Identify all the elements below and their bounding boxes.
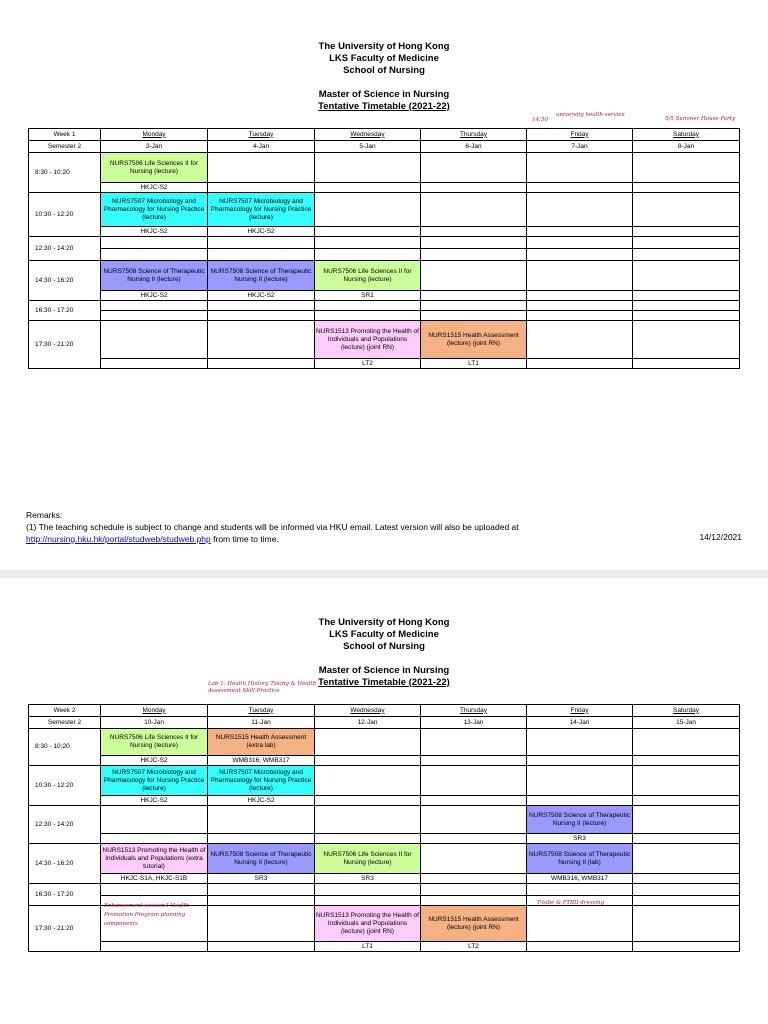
- time-slot: 14:30 - 16:20: [29, 261, 101, 301]
- class-block: NURS7507 Microbiology and Pharmacology for Nursing Practice (lecture): [101, 193, 208, 227]
- date-header: 14-Jan: [527, 717, 633, 729]
- handwritten-note: 14:30: [532, 117, 548, 123]
- class-block: NURS1515 Health Assessment (extra lab): [208, 729, 315, 756]
- venue: SR3: [208, 874, 315, 884]
- date-header: 6-Jan: [421, 141, 527, 153]
- day-header: Wednesday: [315, 129, 421, 141]
- venue: WMB316, WMB317: [527, 874, 633, 884]
- class-block: NURS7508 Science of Therapeutic Nursing II (lecture): [208, 844, 315, 874]
- date-header: 13-Jan: [421, 717, 527, 729]
- semester-label: Semester 2: [29, 717, 101, 729]
- venue: SR3: [527, 834, 633, 844]
- class-block: NURS7508 Science of Therapeutic Nursing II (lecture): [101, 261, 208, 291]
- time-slot: 14:30 - 16:20: [29, 844, 101, 884]
- time-slot: 12:30 - 14:20: [29, 237, 101, 261]
- class-block: NURS1513 Promoting the Health of Individuals and Populations (lecture) (joint RN): [315, 906, 421, 942]
- class-block: NURS1513 Promoting the Health of Individuals and Populations (lecture) (joint RN): [315, 321, 421, 359]
- date-header: 15-Jan: [633, 717, 740, 729]
- school-name: School of Nursing: [343, 65, 425, 76]
- day-header: Tuesday: [208, 705, 315, 717]
- day-header: Saturday: [633, 129, 740, 141]
- venue: LT1: [421, 359, 527, 369]
- venue: HKJC-S2: [101, 756, 208, 766]
- document-date: 14/12/2021: [699, 532, 742, 542]
- class-block: NURS7506 Life Sciences II for Nursing (lecture): [101, 153, 208, 183]
- time-slot: 12:30 - 14:20: [29, 806, 101, 844]
- venue: HKJC-S2: [101, 291, 208, 301]
- venue: HKJC-S2: [101, 183, 208, 193]
- faculty-name: LKS Faculty of Medicine: [329, 53, 439, 64]
- remarks-title: Remarks:: [26, 510, 63, 520]
- time-slot: 17:30 - 21:20: [29, 321, 101, 369]
- time-slot: 17:30 - 21:20: [29, 906, 101, 952]
- venue: LT1: [315, 942, 421, 952]
- timetable-week-1: [28, 128, 740, 369]
- date-header: 11-Jan: [208, 717, 315, 729]
- studweb-link[interactable]: http://nursing.hku.hk/portal/studweb/studweb.php: [26, 534, 211, 544]
- page-header: [0, 617, 768, 689]
- page-header: [0, 41, 768, 113]
- handwritten-note: 5/5 Summer House Party: [665, 116, 736, 122]
- class-block: NURS7506 Life Sciences II for Nursing (lecture): [315, 844, 421, 874]
- programme-title: Master of Science in Nursing: [318, 89, 450, 100]
- class-block: NURS7507 Microbiology and Pharmacology for Nursing Practice (lecture): [101, 766, 208, 796]
- venue: SR1: [315, 291, 421, 301]
- date-header: 3-Jan: [101, 141, 208, 153]
- venue: HKJC-S2: [101, 796, 208, 806]
- time-slot: 8:30 - 10:20: [29, 729, 101, 766]
- class-block: NURS7506 Life Sciences II for Nursing (lecture): [101, 729, 208, 756]
- day-header: Friday: [527, 129, 633, 141]
- venue: LT2: [315, 359, 421, 369]
- remarks-line-2: from time to time.: [210, 534, 279, 544]
- timetable-title: Tentative Timetable (2021-22): [318, 101, 450, 112]
- day-header: Wednesday: [315, 705, 421, 717]
- class-block: NURS7506 Life Sciences II for Nursing (lecture): [315, 261, 421, 291]
- day-header: Thursday: [421, 705, 527, 717]
- day-header: Monday: [101, 705, 208, 717]
- date-header: 4-Jan: [208, 141, 315, 153]
- venue: HKJC-S1A, HKJC-S1B: [101, 874, 208, 884]
- timetable-page-week-2: [0, 578, 768, 1024]
- handwritten-note: university health service: [556, 112, 625, 118]
- timetable-title: Tentative Timetable (2021-22): [318, 677, 450, 688]
- handwritten-note: T-tube & PTBD dressing: [537, 900, 605, 906]
- university-name: The University of Hong Kong: [318, 41, 450, 52]
- faculty-name: LKS Faculty of Medicine: [329, 629, 439, 640]
- venue: LT2: [421, 942, 527, 952]
- time-slot: 16:30 - 17:20: [29, 884, 101, 906]
- semester-label: Semester 2: [29, 141, 101, 153]
- venue: HKJC-S2: [208, 291, 315, 301]
- day-header: Saturday: [633, 705, 740, 717]
- class-block: NURS1515 Health Assessment (lecture) (joint RN): [421, 906, 527, 942]
- week-label: Week 2: [29, 705, 101, 717]
- day-header: Tuesday: [208, 129, 315, 141]
- week-label: Week 1: [29, 129, 101, 141]
- class-block: NURS1513 Promoting the Health of Individuals and Populations (extra tutorial): [101, 844, 208, 874]
- programme-title: Master of Science in Nursing: [318, 665, 450, 676]
- class-block: NURS7507 Microbiology and Pharmacology for Nursing Practice (lecture): [208, 766, 315, 796]
- remarks-line-1: (1) The teaching schedule is subject to change and students will be informed via HKU email. Latest version will also be uploaded at: [26, 522, 519, 532]
- class-block: NURS7508 Science of Therapeutic Nursing II (lecture): [527, 806, 633, 834]
- time-slot: 10:30 - 12:20: [29, 193, 101, 237]
- day-header: Thursday: [421, 129, 527, 141]
- time-slot: 8:30 - 10:20: [29, 153, 101, 193]
- class-block: NURS7507 Microbiology and Pharmacology for Nursing Practice (lecture): [208, 193, 315, 227]
- school-name: School of Nursing: [343, 641, 425, 652]
- time-slot: 10:30 - 12:20: [29, 766, 101, 806]
- date-header: 10-Jan: [101, 717, 208, 729]
- class-block: NURS1515 Health Assessment (lecture) (joint RN): [421, 321, 527, 359]
- day-header: Monday: [101, 129, 208, 141]
- university-name: The University of Hong Kong: [318, 617, 450, 628]
- venue: HKJC-S2: [208, 796, 315, 806]
- date-header: 7-Jan: [527, 141, 633, 153]
- remarks-section: [26, 509, 519, 545]
- time-slot: 16:30 - 17:20: [29, 301, 101, 321]
- date-header: 12-Jan: [315, 717, 421, 729]
- venue: WMB316, WMB317: [208, 756, 315, 766]
- class-block: NURS7508 Science of Therapeutic Nursing II (lecture): [208, 261, 315, 291]
- venue: SR3: [315, 874, 421, 884]
- venue: HKJC-S2: [101, 227, 208, 237]
- day-header: Friday: [527, 705, 633, 717]
- handwritten-note: Lab 1: Health History Taking & Health Assessment Skill Practice: [208, 681, 317, 694]
- date-header: 5-Jan: [315, 141, 421, 153]
- date-header: 8-Jan: [633, 141, 740, 153]
- venue: HKJC-S2: [208, 227, 315, 237]
- class-block: NURS7508 Science of Therapeutic Nursing II (lab): [527, 844, 633, 874]
- handwritten-note: Enhancement session I Health Promotion Program planning components: [104, 903, 190, 927]
